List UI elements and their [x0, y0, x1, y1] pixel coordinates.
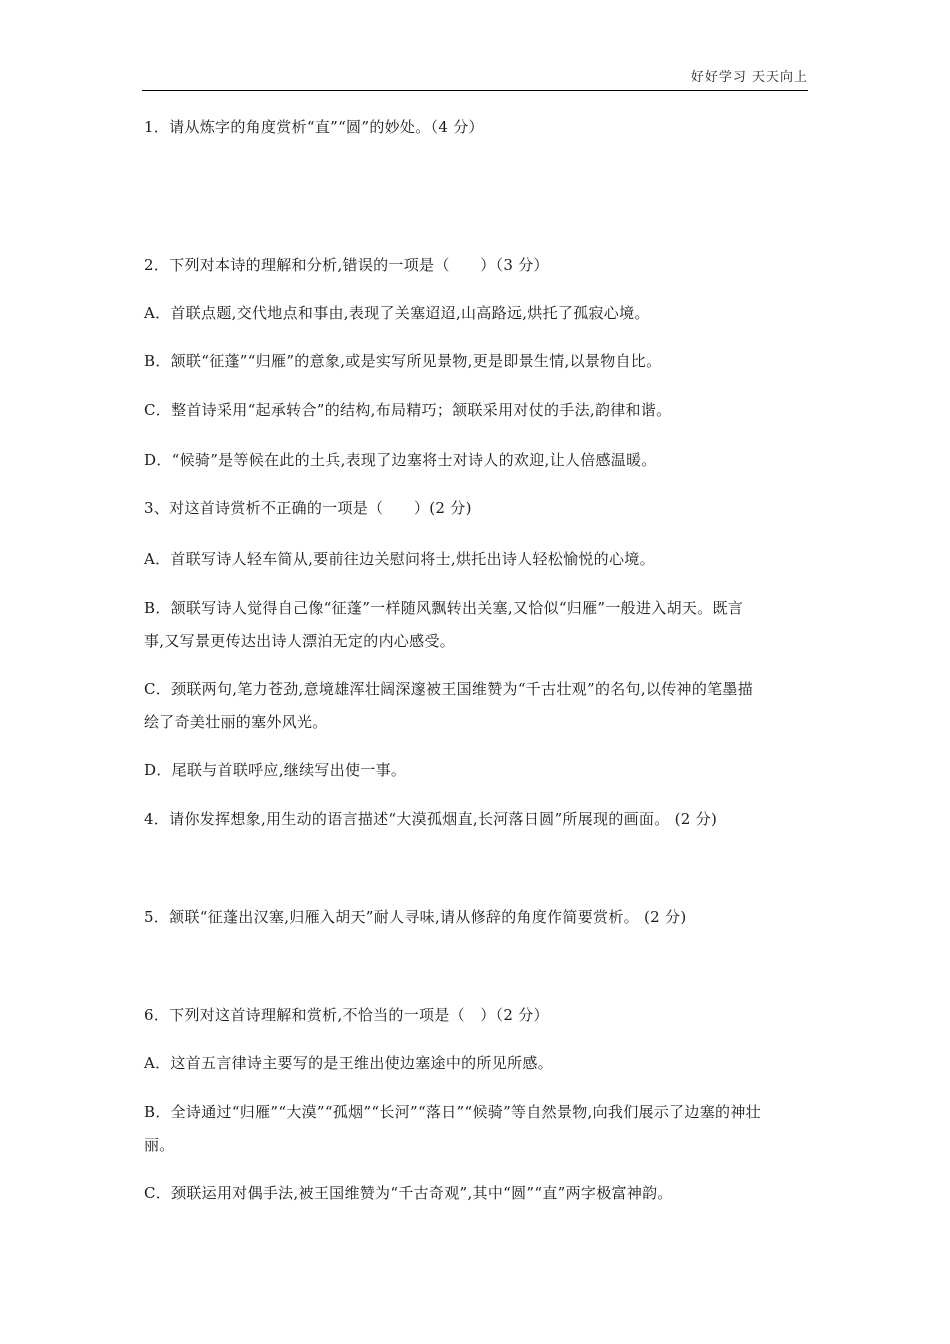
question-3: 3、对这首诗赏析不正确的一项是（ ）(2 分) [144, 499, 472, 517]
question-2-option-d: D．“候骑”是等候在此的土兵,表现了边塞将士对诗人的欢迎,让人倍感温暖。 [144, 451, 657, 469]
question-2-option-a: A．首联点题,交代地点和事由,表现了关塞迢迢,山高路远,烘托了孤寂心境。 [144, 304, 650, 322]
question-1: 1．请从炼字的角度赏析“直”“圆”的妙处。（4 分） [144, 118, 484, 136]
question-2-option-b: B．颔联“征蓬”“归雁”的意象,或是实写所见景物,更是即景生情,以景物自比。 [144, 352, 662, 370]
question-6: 6．下列对这首诗理解和赏析,不恰当的一项是（ ）（2 分） [144, 1006, 549, 1024]
question-3-option-d: D．尾联与首联呼应,继续写出使一事。 [144, 761, 407, 779]
question-3-option-c-line2: 绘了奇美壮丽的塞外风光。 [144, 713, 328, 731]
question-6-option-c: C．颈联运用对偶手法,被王国维赞为“千古奇观”,其中“圆”“直”两字极富神韵。 [144, 1184, 673, 1202]
question-3-option-c-line1: C．颈联两句,笔力苍劲,意境雄浑壮阔深邃被王国维赞为“千古壮观”的名句,以传神的笔墨描 [144, 680, 754, 698]
question-3-option-a: A．首联写诗人轻车简从,要前往边关慰问将士,烘托出诗人轻松愉悦的心境。 [144, 550, 655, 568]
question-4: 4．请你发挥想象,用生动的语言描述“大漠孤烟直,长河落日圆”所展现的画面。 (2 分) [144, 810, 718, 828]
question-3-option-b-line1: B．颔联写诗人觉得自己像“征蓬”一样随风飘转出关塞,又恰似“归雁”一般进入胡天。既言 [144, 599, 744, 617]
header-divider [142, 90, 808, 91]
question-3-option-b-line2: 事,又写景更传达出诗人漂泊无定的内心感受。 [144, 632, 456, 650]
page-header-slogan: 好好学习 天天向上 [690, 70, 808, 85]
question-6-option-b-line2: 丽。 [144, 1136, 175, 1154]
question-2: 2．下列对本诗的理解和分析,错误的一项是（ ）（3 分） [144, 256, 549, 274]
question-2-option-c: C．整首诗采用“起承转合”的结构,布局精巧；颔联采用对仗的手法,韵律和谐。 [144, 401, 672, 419]
question-5: 5．颔联“征蓬出汉塞,归雁入胡天”耐人寻味,请从修辞的角度作简要赏析。 (2 分) [144, 908, 687, 926]
question-6-option-a: A．这首五言律诗主要写的是王维出使边塞途中的所见所感。 [144, 1054, 553, 1072]
question-6-option-b-line1: B．全诗通过“归雁”“大漠”“孤烟”“长河”“落日”“候骑”等自然景物,向我们展示了边塞的神壮 [144, 1103, 761, 1121]
